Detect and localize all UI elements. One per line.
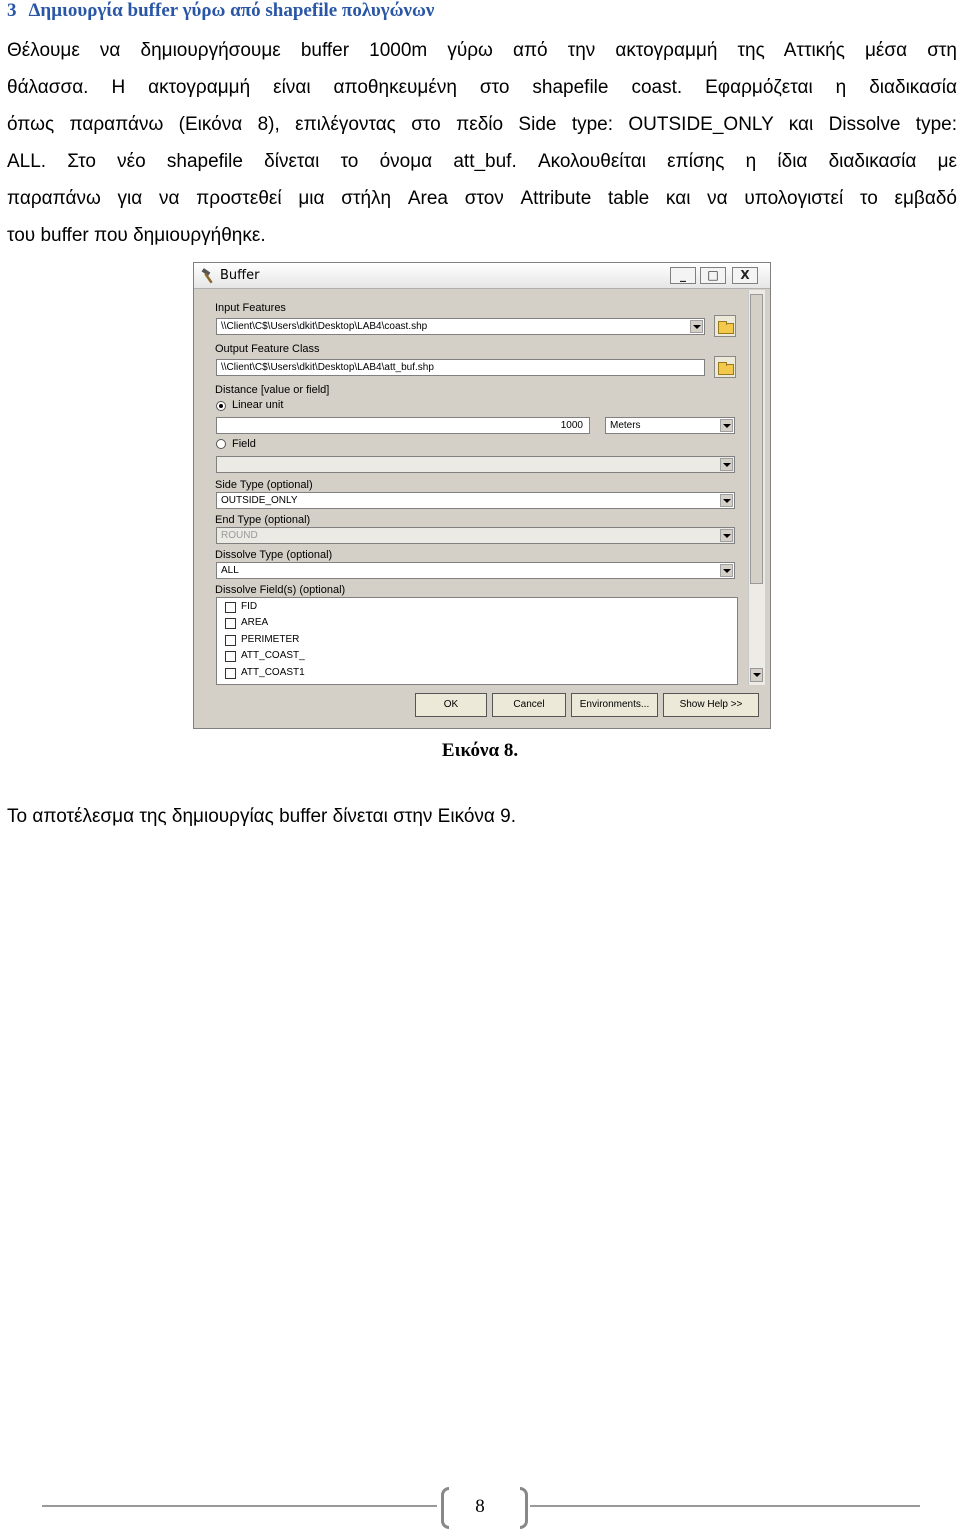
chevron-down-icon[interactable] <box>720 494 733 507</box>
end-type-label: End Type (optional) <box>215 514 311 526</box>
paragraph-line: του buffer που δημιουργήθηκε. <box>7 225 266 246</box>
output-feature-class-field[interactable] <box>216 359 705 376</box>
dissolve-type-select[interactable] <box>216 562 735 579</box>
field-select[interactable] <box>216 456 735 473</box>
paragraph-line: ALL. Στο νέο shapefile δίνεται το όνομα att_buf. Ακολουθείται επίσης η ίδια διαδικασία με <box>7 151 957 172</box>
close-button[interactable]: X <box>732 267 758 284</box>
input-features-combo[interactable] <box>216 318 705 335</box>
dissolve-fields-list <box>216 597 738 685</box>
checkbox-att-coast1[interactable] <box>225 668 236 679</box>
dialog-scrollbar[interactable] <box>748 290 765 685</box>
distance-label: Distance [value or field] <box>215 384 330 396</box>
figure-caption: Εικόνα 8. <box>441 740 519 761</box>
chevron-down-icon[interactable] <box>720 419 733 432</box>
list-item: ATT_COAST1 <box>241 667 305 678</box>
maximize-button[interactable]: □ <box>700 267 726 284</box>
paragraph-line: θάλασσα. Η ακτογραμμή είναι αποθηκευμένη στο shapefile coast. Εφαρμόζεται η διαδικασία <box>7 77 957 98</box>
side-type-value: OUTSIDE_ONLY <box>221 495 298 506</box>
hammer-icon <box>200 268 216 284</box>
distance-value: 1000 <box>560 420 583 431</box>
field-label: Field <box>232 438 256 450</box>
input-features-label: Input Features <box>215 302 286 314</box>
ok-button[interactable]: OK <box>415 693 487 717</box>
open-folder-icon[interactable] <box>714 356 736 378</box>
checkbox-perimeter[interactable] <box>225 635 236 646</box>
end-type-select[interactable] <box>216 527 735 544</box>
end-type-value: ROUND <box>221 530 258 541</box>
paragraph-line: όπως παραπάνω (Εικόνα 8), επιλέγοντας στο πεδίο Side type: OUTSIDE_ONLY και Dissolve type: <box>7 114 957 135</box>
output-feature-class-label: Output Feature Class <box>215 343 320 355</box>
show-help-button[interactable]: Show Help >> <box>663 693 759 717</box>
side-type-select[interactable] <box>216 492 735 509</box>
result-paragraph: Το αποτέλεσμα της δημιουργίας buffer δίνεται στην Εικόνα 9. <box>7 806 517 827</box>
chevron-down-icon[interactable] <box>720 529 733 542</box>
dissolve-type-label: Dissolve Type (optional) <box>215 549 333 561</box>
page-number: 8 <box>475 1496 485 1517</box>
section-title: Δημιουργία buffer γύρω από shapefile πολυγώνων <box>28 0 435 21</box>
dialog-title: Buffer <box>220 268 260 283</box>
field-radio[interactable] <box>216 439 226 449</box>
checkbox-att-coast[interactable] <box>225 651 236 662</box>
list-item: FID <box>241 601 258 612</box>
linear-unit-radio[interactable] <box>216 401 226 411</box>
list-item: PERIMETER <box>241 634 300 645</box>
input-features-value: \\Client\C$\Users\dkit\Desktop\LAB4\coast.shp <box>221 321 428 332</box>
scrollbar-thumb[interactable] <box>750 294 763 584</box>
list-item: AREA <box>241 617 269 628</box>
intro-paragraph <box>7 32 957 254</box>
output-feature-class-value: \\Client\C$\Users\dkit\Desktop\LAB4\att_buf.shp <box>221 362 434 373</box>
dissolve-type-value: ALL <box>221 565 239 576</box>
side-type-label: Side Type (optional) <box>215 479 313 491</box>
scroll-down-arrow-icon[interactable] <box>750 668 763 682</box>
dissolve-fields-label: Dissolve Field(s) (optional) <box>215 584 346 596</box>
chevron-down-icon[interactable] <box>690 320 703 333</box>
chevron-down-icon[interactable] <box>720 458 733 471</box>
distance-input[interactable] <box>216 417 590 434</box>
list-item: ATT_COAST_ <box>241 650 305 661</box>
section-heading <box>7 0 434 22</box>
minimize-button[interactable]: _ <box>670 267 696 284</box>
paragraph-line: παραπάνω για να προστεθεί μια στήλη Area στον Attribute table και να υπολογιστεί το εμβαδό <box>7 188 957 209</box>
paragraph-line: Θέλουμε να δημιουργήσουμε buffer 1000m γύρω από την ακτογραμμή της Αττικής μέσα στη <box>7 40 957 61</box>
cancel-button[interactable]: Cancel <box>492 693 566 717</box>
section-number: 3 <box>7 0 17 21</box>
dialog-titlebar[interactable] <box>194 263 770 289</box>
unit-value: Meters <box>610 420 641 431</box>
checkbox-area[interactable] <box>225 618 236 629</box>
environments-button[interactable]: Environments... <box>571 693 658 717</box>
checkbox-fid[interactable] <box>225 602 236 613</box>
linear-unit-label: Linear unit <box>232 399 284 411</box>
open-folder-icon[interactable] <box>714 315 736 337</box>
chevron-down-icon[interactable] <box>720 564 733 577</box>
unit-select[interactable] <box>605 417 735 434</box>
